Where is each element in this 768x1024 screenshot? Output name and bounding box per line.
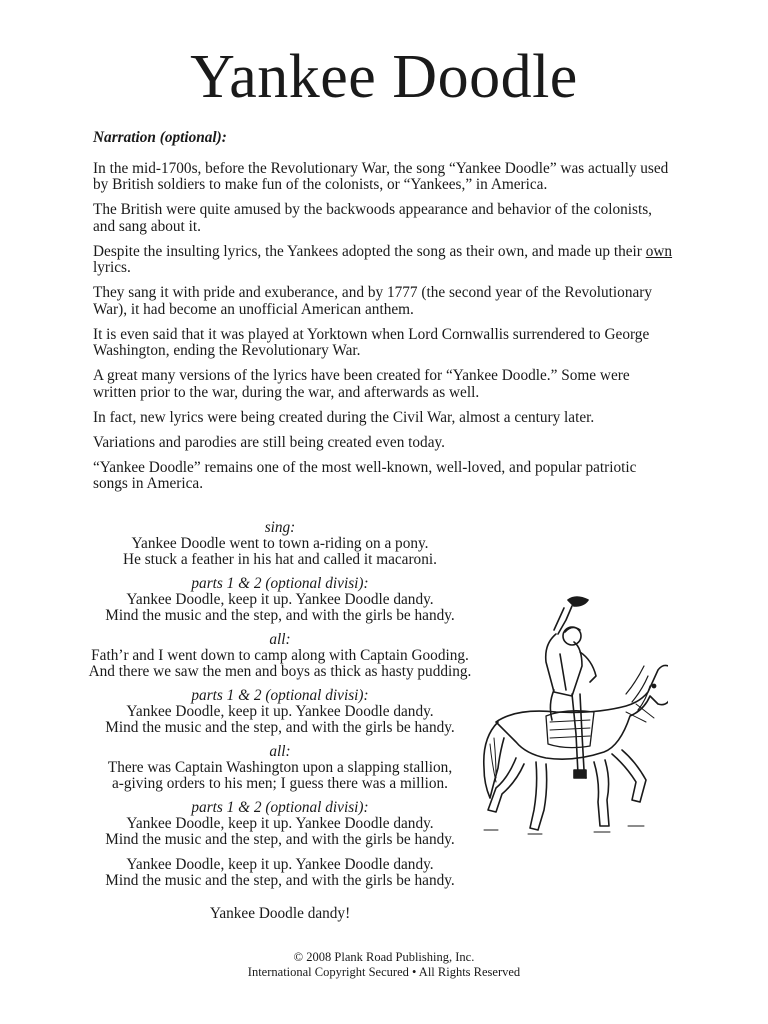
lyric-line: Yankee Doodle, keep it up. Yankee Doodle dandy. bbox=[126, 591, 434, 608]
narration-paragraph-9: “Yankee Doodle” remains one of the most well-known, well-loved, and popular patriotic songs in America. bbox=[93, 458, 637, 492]
lyric-line: Yankee Doodle went to town a-riding on a pony. bbox=[131, 535, 429, 552]
narration-paragraph-3 bbox=[93, 244, 673, 277]
lyric-line: And there we saw the men and boys as thick as hasty pudding. bbox=[88, 663, 472, 680]
lyric-line: Mind the music and the step, and with the girls be handy. bbox=[105, 719, 455, 736]
narration-paragraph-3-text: Despite the insulting lyrics, the Yankees adopted the song as their own, and made up their bbox=[93, 242, 642, 260]
underlined-word: own bbox=[645, 242, 673, 260]
lyric-ending: Yankee Doodle dandy! bbox=[209, 905, 351, 922]
cue-parts: parts 1 & 2 (optional divisi): bbox=[191, 687, 369, 704]
cue-parts: parts 1 & 2 (optional divisi): bbox=[191, 575, 369, 592]
narration-paragraph-6: A great many versions of the lyrics have been created for “Yankee Doodle.” Some were written prior to the war, during the war, and afterwards as well. bbox=[93, 367, 630, 401]
copyright-footer bbox=[0, 950, 768, 980]
narration-section bbox=[93, 130, 673, 501]
lyric-line: Mind the music and the step, and with the girls be handy. bbox=[105, 831, 455, 848]
lyrics-section bbox=[40, 520, 520, 922]
lyric-line: Yankee Doodle, keep it up. Yankee Doodle dandy. bbox=[126, 703, 434, 720]
narration-label: Narration (optional): bbox=[93, 129, 227, 146]
lyric-line: Fath’r and I went down to camp along with Captain Gooding. bbox=[91, 647, 469, 664]
narration-paragraph-5: It is even said that it was played at Yorktown when Lord Cornwallis surrendered to George Washington, ending the Revolutionary War. bbox=[93, 325, 650, 359]
rights-line: International Copyright Secured • All Rights Reserved bbox=[247, 965, 521, 979]
lyric-line: There was Captain Washington upon a slapping stallion, bbox=[107, 759, 453, 776]
narration-paragraph-3-tail: lyrics. bbox=[93, 259, 131, 276]
horseman-illustration bbox=[476, 594, 668, 848]
narration-paragraph-7: In fact, new lyrics were being created during the Civil War, almost a century later. bbox=[93, 408, 595, 426]
lyric-line: Yankee Doodle, keep it up. Yankee Doodle dandy. bbox=[126, 815, 434, 832]
narration-paragraph-4: They sang it with pride and exuberance, and by 1777 (the second year of the Revolutionary War), it had become an unofficial American anthem. bbox=[93, 284, 653, 318]
page-title: Yankee Doodle bbox=[190, 43, 578, 111]
copyright-line: © 2008 Plank Road Publishing, Inc. bbox=[293, 950, 475, 964]
cue-all: all: bbox=[269, 631, 291, 648]
narration-paragraph-1: In the mid-1700s, before the Revolutionary War, the song “Yankee Doodle” was actually used by British soldiers to make fun of the colonists, or “Yankees,” in America. bbox=[93, 159, 669, 193]
cue-all: all: bbox=[269, 743, 291, 760]
lyric-line: He stuck a feather in his hat and called it macaroni. bbox=[123, 551, 437, 568]
lyric-line: a-giving orders to his men; I guess there was a million. bbox=[111, 775, 449, 792]
cue-sing: sing: bbox=[264, 519, 296, 536]
cue-parts: parts 1 & 2 (optional divisi): bbox=[191, 799, 369, 816]
lyric-line: Yankee Doodle, keep it up. Yankee Doodle dandy. bbox=[126, 856, 434, 873]
lyric-line: Mind the music and the step, and with the girls be handy. bbox=[105, 872, 455, 889]
narration-paragraph-8: Variations and parodies are still being created even today. bbox=[93, 433, 445, 451]
lyric-line: Mind the music and the step, and with the girls be handy. bbox=[105, 607, 455, 624]
narration-paragraph-2: The British were quite amused by the backwoods appearance and behavior of the colonists, and sang about it. bbox=[93, 201, 653, 235]
